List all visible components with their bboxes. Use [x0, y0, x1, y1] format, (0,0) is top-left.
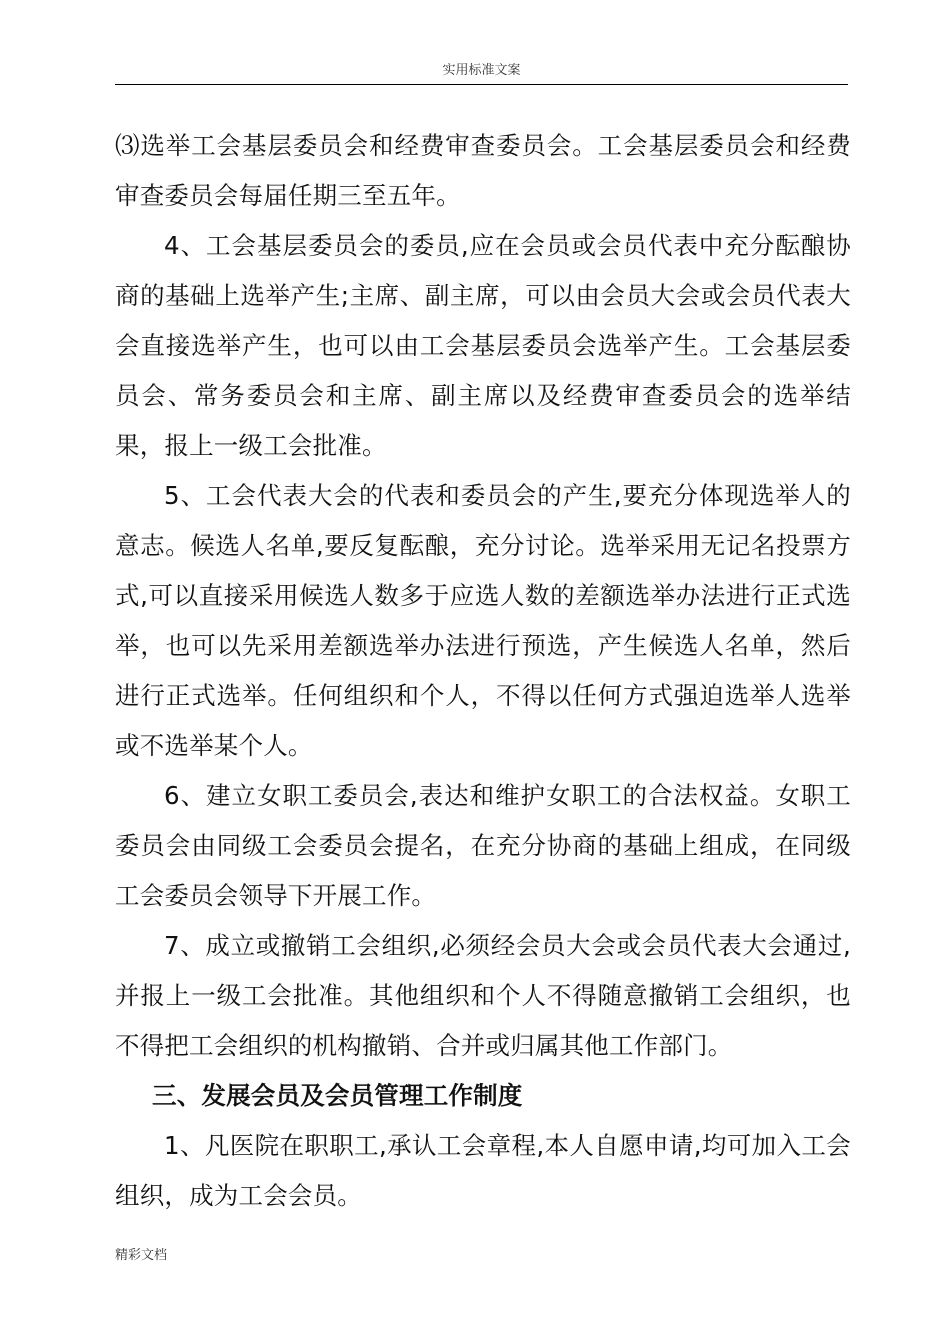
paragraph-item-6: 6、建立女职工委员会,表达和维护女职工的合法权益。女职工委员会由同级工会委员会提名，在充分协商的基础上组成，在同级工会委员会领导下开展工作。	[115, 781, 851, 910]
section-heading: 三、发展会员及会员管理工作制度	[152, 1081, 523, 1110]
document-body	[115, 121, 851, 1221]
page-footer: 精彩文档	[115, 1248, 168, 1263]
paragraph-item-5: 5、工会代表大会的代表和委员会的产生,要充分体现选举人的意志。候选人名单,要反复酝酿，充分讨论。选举采用无记名投票方式,可以直接采用候选人数多于应选人数的差额选举办法进行正式选举，也可以先采用差额选举办法进行预选，产生候选人名单，然后进行正式选举。任何组织和个人，不得以任何方式强迫选举人选举或不选举某个人。	[115, 481, 851, 760]
paragraph-membership-item-1: 1、凡医院在职职工,承认工会章程,本人自愿申请,均可加入工会组织，成为工会会员。	[115, 1131, 851, 1210]
page-header: 实用标准文案	[115, 62, 848, 85]
paragraph-item-4: 4、工会基层委员会的委员,应在会员或会员代表中充分酝酿协商的基础上选举产生;主席、副主席，可以由会员大会或会员代表大会直接选举产生，也可以由工会基层委员会选举产生。工会基层委员会、常务委员会和主席、副主席以及经费审查委员会的选举结果，报上一级工会批准。	[115, 231, 851, 460]
paragraph-election-committees: ⑶选举工会基层委员会和经费审查委员会。工会基层委员会和经费审查委员会每届任期三至五年。	[115, 131, 851, 210]
paragraph-item-7: 7、成立或撤销工会组织,必须经会员大会或会员代表大会通过,并报上一级工会批准。其他组织和个人不得随意撤销工会组织，也不得把工会组织的机构撤销、合并或归属其他工作部门。	[115, 931, 851, 1060]
